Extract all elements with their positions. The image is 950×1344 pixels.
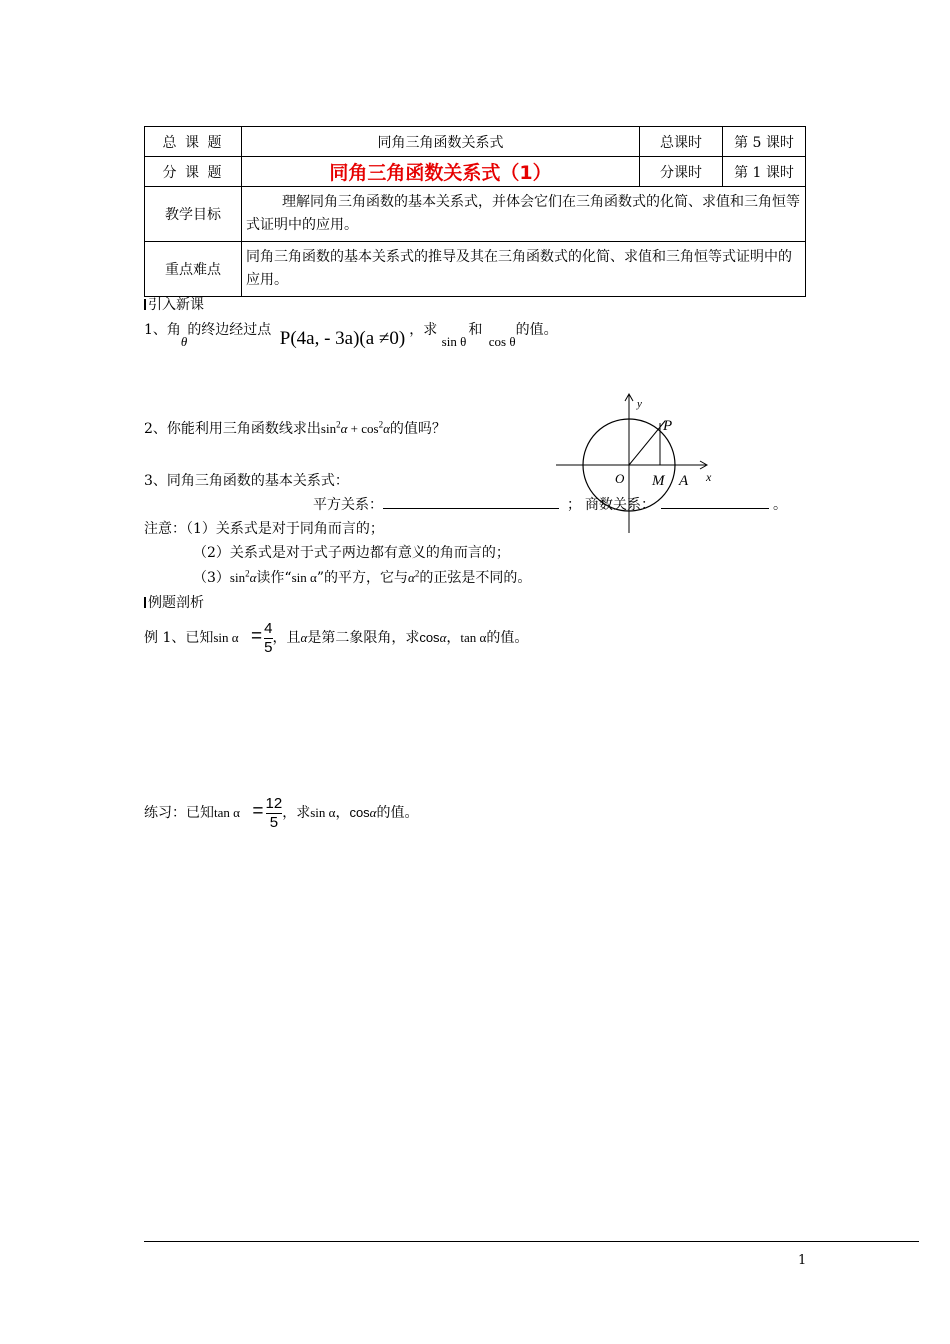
sub-hours-value: 第 1 课时	[723, 157, 806, 187]
key-points-label: 重点难点	[145, 242, 242, 297]
question-3: 3、同角三角函数的基本关系式：	[144, 473, 349, 489]
quotient-relation-blank[interactable]	[661, 494, 769, 509]
square-relation-blank[interactable]	[383, 494, 559, 509]
note-3: $(3)\sin^2\alpha$读作“sin α”的平方，它与$\alpha^2$的正弦是不同的。	[193, 568, 532, 586]
total-hours-value: 第 5 课时	[723, 127, 806, 157]
total-topic-value: 同角三角函数关系式	[242, 127, 640, 157]
sub-topic-label: 分 课 题	[145, 157, 242, 187]
note-1: 注意：（1）关系式是对于同角而言的；	[144, 521, 384, 537]
sub-hours-label: 分课时	[640, 157, 723, 187]
origin-label: O	[615, 471, 625, 486]
key-points-text: 同角三角函数的基本关系式的推导及其在三角函数式的化简、求值和三角恒等式证明中的应用。	[242, 242, 806, 297]
objectives-text: 理解同角三角函数的基本关系式，并体会它们在三角函数式的化简、求值和三角恒等式证明中的应用。	[242, 187, 806, 242]
section-marker-icon	[144, 299, 146, 310]
total-hours-label: 总课时	[640, 127, 723, 157]
point-m-label: M	[652, 473, 665, 489]
objectives-label: 教学目标	[145, 187, 242, 242]
relations-line: 平方关系： ； 商数关系： 。	[313, 494, 787, 514]
point-p-label: P	[663, 418, 673, 434]
practice: 练习：已知tan α = $\frac{12}{5}$ ，求sin α，cosα的值。	[144, 794, 419, 831]
point-a-label: A	[679, 473, 689, 489]
page-number: 1	[798, 1253, 807, 1268]
section-marker-icon	[144, 597, 146, 608]
x-label: x	[706, 470, 712, 484]
question-2: 2、你能利用三角函数线求出$\sin^2\alpha + \cos^2\alpha$的值吗？	[144, 419, 446, 437]
example-1: 例 1、已知sin α = $\frac{4}{5}$ ，且α是第二象限角，求cosα，tan α的值。	[144, 619, 529, 656]
lesson-title: 同角三角函数关系式（1）	[329, 162, 552, 184]
note-2: （2）关系式是对于式子两边都有意义的角而言的；	[193, 545, 510, 561]
question-1: 1、角θ的终边经过点 P(4a, - 3a)(a ≠0) ，求 sin θ和 cos θ的值。	[144, 322, 558, 349]
y-label: y	[637, 398, 642, 410]
section-intro-heading: 引入新课	[144, 294, 204, 314]
lesson-header-table	[144, 126, 806, 297]
fraction-4-5: $\frac{4}{5}$	[264, 619, 273, 656]
sub-topic-value	[242, 157, 640, 187]
footer-divider	[144, 1241, 919, 1242]
total-topic-label: 总 课 题	[145, 127, 242, 157]
fraction-12-5: $\frac{12}{5}$	[265, 794, 283, 831]
section-examples-heading: 例题剖析	[144, 592, 204, 612]
